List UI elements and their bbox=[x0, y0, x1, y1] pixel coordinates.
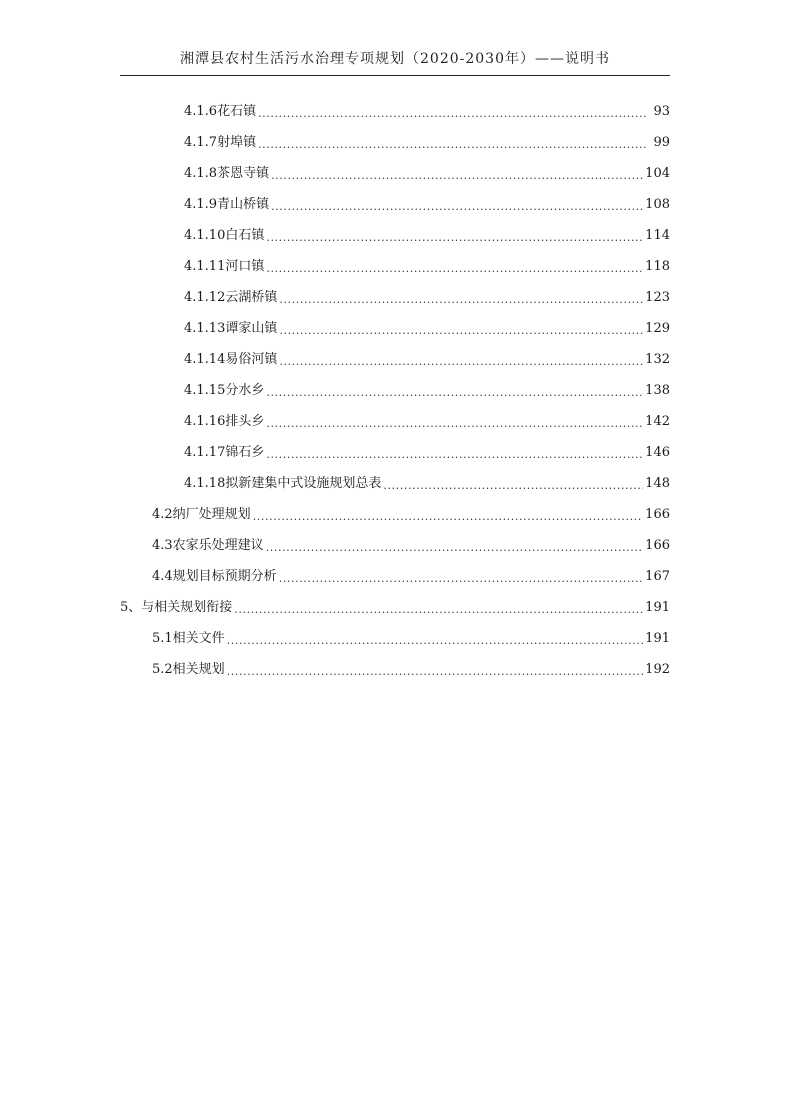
toc-entry-label: 4.1.14易俗河镇 bbox=[184, 350, 279, 370]
toc-entry-page: 167 bbox=[645, 569, 670, 584]
toc-entry[interactable] bbox=[184, 288, 670, 308]
toc-entry-page: 166 bbox=[645, 507, 670, 522]
toc-entry-page: 93 bbox=[653, 104, 670, 119]
toc-entry-label: 4.1.13谭家山镇 bbox=[184, 319, 279, 339]
toc-leader-dots bbox=[271, 195, 643, 215]
toc-leader-dots bbox=[279, 288, 643, 308]
toc-leader-dots bbox=[271, 164, 643, 184]
page-header bbox=[120, 44, 670, 76]
toc-entry-page: 129 bbox=[645, 321, 670, 336]
toc-entry-page: 191 bbox=[645, 600, 670, 615]
toc-leader-dots bbox=[279, 350, 643, 370]
document-title: 湘潭县农村生活污水治理专项规划（2020-2030年）——说明书 bbox=[180, 51, 610, 67]
toc-entry[interactable] bbox=[184, 257, 670, 277]
toc-entry-label: 4.1.8茶恩寺镇 bbox=[184, 164, 271, 184]
toc-leader-dots bbox=[258, 102, 648, 122]
toc-entry[interactable] bbox=[184, 226, 670, 246]
toc-entry[interactable] bbox=[184, 412, 670, 432]
toc-entry-page: 191 bbox=[645, 631, 670, 646]
toc-entry-page: 118 bbox=[645, 259, 670, 274]
toc-entry[interactable] bbox=[184, 164, 670, 184]
toc-entry[interactable] bbox=[120, 598, 670, 618]
toc-entry-label: 4.1.9青山桥镇 bbox=[184, 195, 271, 215]
toc-entry-page: 148 bbox=[645, 476, 670, 491]
toc-entry-label: 4.1.7射埠镇 bbox=[184, 133, 258, 153]
toc-entry[interactable] bbox=[184, 443, 670, 463]
toc-entry-page: 166 bbox=[645, 538, 670, 553]
toc-entry-page: 104 bbox=[645, 166, 670, 181]
toc-entry-label: 4.1.18拟新建集中式设施规划总表 bbox=[184, 474, 383, 494]
toc-leader-dots bbox=[227, 629, 643, 649]
toc-entry[interactable] bbox=[152, 629, 670, 649]
toc-leader-dots bbox=[266, 226, 643, 246]
toc-entry-label: 4.1.12云湖桥镇 bbox=[184, 288, 279, 308]
toc-entry[interactable] bbox=[184, 195, 670, 215]
toc-entry-page: 108 bbox=[645, 197, 670, 212]
toc-leader-dots bbox=[279, 567, 643, 587]
toc-entry-label: 4.2纳厂处理规划 bbox=[152, 505, 253, 525]
toc-entry-label: 4.1.10白石镇 bbox=[184, 226, 266, 246]
toc-entry-page: 99 bbox=[653, 135, 670, 150]
toc-leader-dots bbox=[234, 598, 643, 618]
toc-entry-page: 123 bbox=[645, 290, 670, 305]
toc-leader-dots bbox=[383, 474, 643, 494]
toc-entry[interactable] bbox=[184, 350, 670, 370]
toc-entry[interactable] bbox=[184, 133, 670, 153]
toc-entry-page: 114 bbox=[645, 228, 670, 243]
toc-entry-label: 5.2相关规划 bbox=[152, 660, 227, 680]
toc-leader-dots bbox=[258, 133, 648, 153]
toc-leader-dots bbox=[266, 443, 643, 463]
toc-entry-label: 4.1.16排头乡 bbox=[184, 412, 266, 432]
toc-entry-label: 5.1相关文件 bbox=[152, 629, 227, 649]
toc-entry-label: 4.4规划目标预期分析 bbox=[152, 567, 279, 587]
toc-entry-page: 146 bbox=[645, 445, 670, 460]
toc-entry-label: 5、与相关规划衔接 bbox=[120, 598, 234, 618]
toc-entry[interactable] bbox=[152, 660, 670, 680]
toc-entry[interactable] bbox=[184, 319, 670, 339]
toc-leader-dots bbox=[266, 381, 643, 401]
toc-entry[interactable] bbox=[184, 474, 670, 494]
toc-entry-page: 138 bbox=[645, 383, 670, 398]
toc-leader-dots bbox=[266, 412, 643, 432]
toc-entry-page: 142 bbox=[645, 414, 670, 429]
toc-leader-dots bbox=[227, 660, 643, 680]
toc-entry-page: 132 bbox=[645, 352, 670, 367]
toc-entry-page: 192 bbox=[645, 662, 670, 677]
toc-leader-dots bbox=[266, 257, 643, 277]
toc-leader-dots bbox=[279, 319, 643, 339]
toc-entry[interactable] bbox=[184, 102, 670, 122]
toc-leader-dots bbox=[253, 505, 643, 525]
toc-leader-dots bbox=[266, 536, 643, 556]
toc-entry[interactable] bbox=[152, 567, 670, 587]
toc-entry-label: 4.3农家乐处理建议 bbox=[152, 536, 266, 556]
toc-entry-label: 4.1.17锦石乡 bbox=[184, 443, 266, 463]
toc-entry[interactable] bbox=[152, 505, 670, 525]
toc-entry-label: 4.1.6花石镇 bbox=[184, 102, 258, 122]
toc-entry-label: 4.1.11河口镇 bbox=[184, 257, 266, 277]
toc-entry[interactable] bbox=[184, 381, 670, 401]
toc-entry[interactable] bbox=[152, 536, 670, 556]
toc-entry-label: 4.1.15分水乡 bbox=[184, 381, 266, 401]
